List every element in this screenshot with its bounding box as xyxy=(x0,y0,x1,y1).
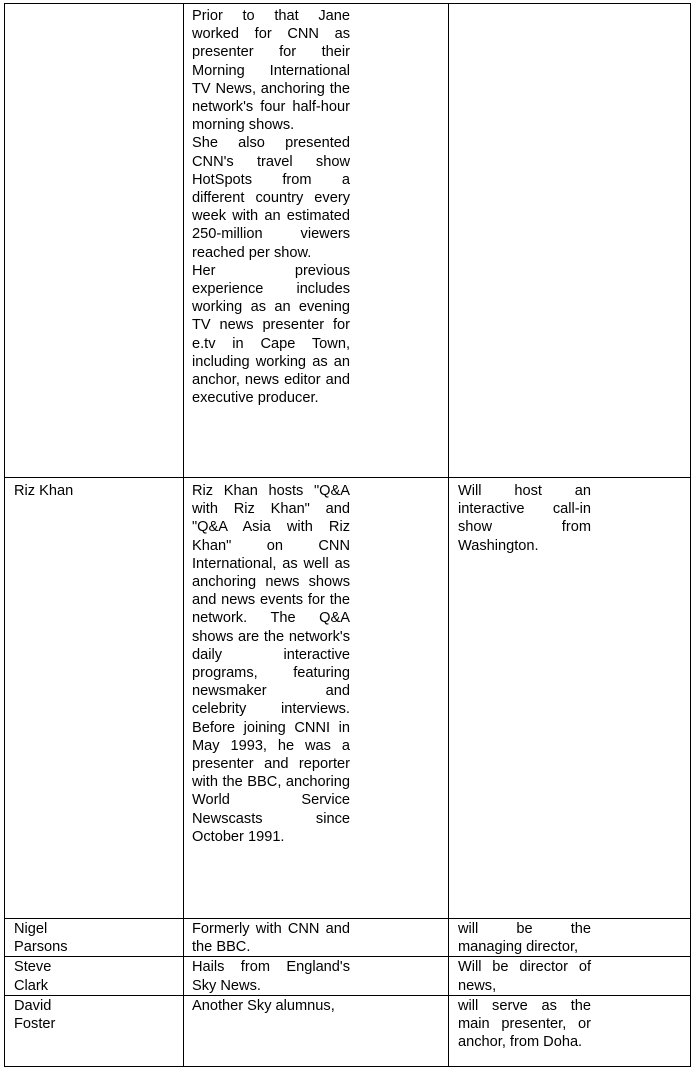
presenter-background: Riz Khan hosts "Q&A with Riz Khan" and "Q&A Asia with Riz Khan" on CNN International, as well as anchoring news shows and news events for the network. The Q&A shows are the network's daily interactive programs, featuring newsmaker and celebrity interviews. Before joining CNNI in May 1993, he was a presenter and reporter with the BBC, anchoring World Service Newscasts since October 1991. xyxy=(192,483,350,845)
presenter-background: Another Sky alumnus, xyxy=(192,997,335,1014)
role-cell xyxy=(449,957,691,995)
name-cell xyxy=(5,995,184,1066)
background-cell xyxy=(184,957,449,995)
name-cell xyxy=(5,4,184,478)
name-cell xyxy=(5,957,184,995)
table-row xyxy=(5,995,691,1066)
presenter-name: Steve Clark xyxy=(14,959,52,994)
background-cell xyxy=(184,919,449,957)
background-cell xyxy=(184,478,449,919)
presenter-background: Hails from England's Sky News. xyxy=(192,959,350,994)
name-cell xyxy=(5,919,184,957)
background-cell xyxy=(184,995,449,1066)
role-cell xyxy=(449,919,691,957)
presenters-table xyxy=(4,3,691,1067)
presenter-role: will be the managing director, xyxy=(458,921,591,956)
presenter-role: Will be director of news, xyxy=(458,959,591,994)
presenter-name: Nigel Parsons xyxy=(14,921,68,956)
role-cell xyxy=(449,4,691,478)
background-cell xyxy=(184,4,449,478)
presenter-role: will serve as the main presenter, or anchor, from Doha. xyxy=(458,997,591,1051)
table-row xyxy=(5,478,691,919)
table-row xyxy=(5,4,691,478)
presenter-background: Formerly with CNN and the BBC. xyxy=(192,921,350,956)
presenter-name: Riz Khan xyxy=(14,483,74,499)
table-row xyxy=(5,957,691,995)
role-cell xyxy=(449,995,691,1066)
table-row xyxy=(5,919,691,957)
name-cell xyxy=(5,478,184,919)
presenter-role: Will host an interactive call-in show from Washington. xyxy=(458,483,591,554)
presenter-background: Prior to that Jane worked for CNN as presenter for their Morning International TV News, anchoring the network's four half-hour morning shows. She also presented CNN's travel show HotSpots from a different country every week with an estimated 250-million viewers reached per show. Her previous experience includes working as an evening TV news presenter for e.tv in Cape Town, including working as an anchor, news editor and executive producer. xyxy=(192,8,350,407)
role-cell xyxy=(449,478,691,919)
presenter-name: David Foster xyxy=(14,997,56,1033)
